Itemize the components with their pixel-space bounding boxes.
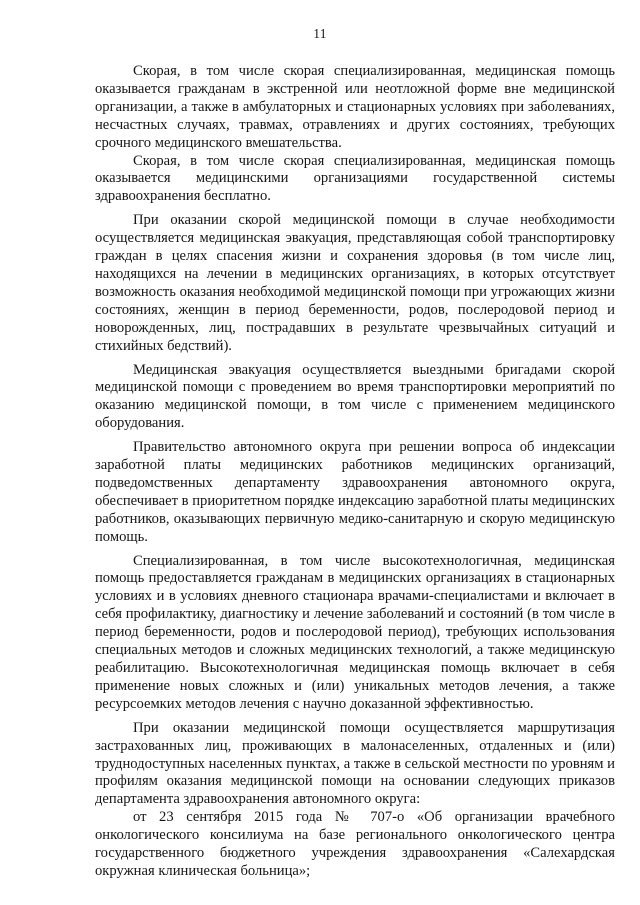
paragraph-salary-indexation: Правительство автономного округа при решении вопроса об индексации заработной платы медицинских работников медицинских организаций, подведомственных департаменту здравоохранения автономного округа, обеспечивает в приоритетном порядке индексацию заработной платы медицинских работников, оказывающих первичную медико-санитарную и скорую медицинскую помощь.	[95, 439, 615, 545]
document-body	[95, 63, 615, 881]
paragraph-routing: При оказании медицинской помощи осуществляется маршрутизация застрахованных лиц, проживающих в малонаселенных, отдаленных и (или) труднодоступных населенных пунктах, а также в сельской местности по уровням и профилям оказания медицинской помощи на основании следующих приказов департамента здравоохранения автономного округа:	[95, 719, 615, 808]
paragraph-evacuation-teams: Медицинская эвакуация осуществляется выездными бригадами скорой медицинской помощи с проведением во время транспортировки мероприятий по оказанию медицинской помощи, в том числе с применением медицинского оборудования.	[95, 361, 615, 432]
paragraph-order-707: от 23 сентября 2015 года № 707-о «Об организации врачебного онкологического консилиума на базе регионального онкологического центра государственного бюджетного учреждения здравоохранения «Салехардская окружная клиническая больница»;	[95, 809, 615, 879]
paragraph-emergency-free: Скорая, в том числе скорая специализированная, медицинская помощь оказывается медицинскими организациями государственной системы здравоохранения бесплатно.	[95, 152, 615, 205]
paragraph-medical-evacuation: При оказании скорой медицинской помощи в случае необходимости осуществляется медицинская эвакуация, представляющая собой транспортировку граждан в целях спасения жизни и сохранения здоровья (в том числе лиц, находящихся на лечении в медицинских организациях, в которых отсутствует возможность оказания необходимой медицинской помощи при угрожающих жизни состояниях, женщин в период беременности, родов, послеродовой период и новорожденных, лиц, пострадавших в результате чрезвычайных ситуаций и стихийных бедствий).	[95, 212, 615, 354]
paragraph-emergency-care: Скорая, в том числе скорая специализированная, медицинская помощь оказывается гражданам в экстренной или неотложной форме вне медицинской организации, а также в амбулаторных и стационарных условиях при заболеваниях, несчастных случаях, травмах, отравлениях и других состояниях, требующих срочного медицинского вмешательства.	[95, 63, 615, 151]
page-number: 11	[313, 26, 327, 41]
paragraph-specialized-care: Специализированная, в том числе высокотехнологичная, медицинская помощь предоставляется гражданам в медицинских организациях в стационарных условиях и в условиях дневного стационара врачами-специалистами и включает в себя профилактику, диагностику и лечение заболеваний и состояний (в том числе в период беременности, родов и послеродовой период), требующих использования специальных методов и сложных медицинских технологий, а также медицинскую реабилитацию. Высокотехнологичная медицинская помощь включает в себя применение новых сложных и (или) уникальных методов лечения, а также ресурсоемких методов лечения с научно доказанной эффективностью.	[95, 552, 615, 712]
